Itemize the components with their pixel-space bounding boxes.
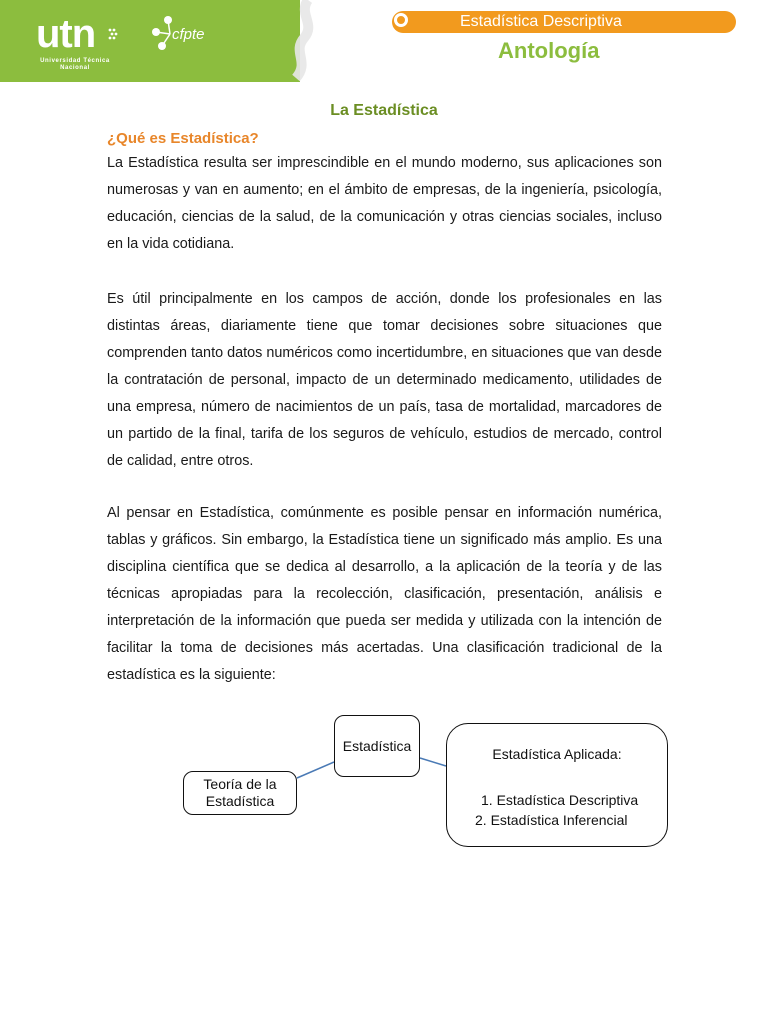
diagram-right-item: 2. Estadística Inferencial — [475, 812, 628, 828]
cfpte-logo-word: cfpte — [172, 26, 205, 43]
utn-logo-word: utn — [36, 12, 96, 56]
paragraph-3: Al pensar en Estadística, comúnmente es posible pensar en información numérica, tablas y gráficos. Sin embargo, la Estadística tiene un significado más amplio. Es una disciplina científica que se dedica al desarrollo, a la aplicación de la teoría y de las técnicas apropiadas para la recolección, clasificación, presentación, análisis e interpretación de la información que pueda ser medida y utilizada con la intención de facilitar la toma de decisiones más acertadas. Una clasificación tradicional de la estadística es la siguiente: — [107, 505, 662, 683]
utn-logo-subtitle: Universidad Técnica Nacional — [40, 58, 110, 71]
connector-root-left — [297, 762, 334, 778]
diagram-right-list — [475, 790, 638, 830]
utn-logo — [36, 10, 116, 76]
diagram-left-node — [183, 771, 297, 815]
section-heading: ¿Qué es Estadística? — [107, 130, 259, 147]
diagram-root-label: Estadística — [342, 738, 412, 754]
course-title: Estadística Descriptiva — [460, 13, 622, 30]
doc-type-label: Antología — [498, 38, 600, 63]
diagram-root-node — [334, 715, 420, 777]
paragraph-1: La Estadística resulta ser imprescindible en el mundo moderno, sus aplicaciones son numerosas y van en aumento; en el ámbito de empresas, de la ingeniería, psicología, educación, ciencias de la salud, de la comunicación y otras ciencias sociales, incluso en la vida cotidiana. — [107, 155, 662, 252]
header-banner — [0, 0, 768, 86]
diagram-left-label: Teoría de la Estadística — [203, 776, 277, 809]
header-wave-decoration — [250, 0, 390, 86]
diagram-right-title: Estadística Aplicada: — [492, 746, 622, 762]
paragraph-2: Es útil principalmente en los campos de acción, donde los profesionales en las distintas áreas, diariamente tiene que tomar decisiones sobre situaciones que comprenden tanto datos numéricos como incertidumbre, en situaciones que van desde la contratación de personal, impacto de un determinado medicamento, utilidades de una empresa, número de nacimientos de un país, tasa de mortalidad, marcadores de un partido de la final, tarifa de los seguros de vehículo, estudios de mercado, control de calidad, entre otros. — [107, 291, 662, 469]
cfpte-logo — [150, 14, 270, 74]
diagram-right-node — [446, 723, 668, 847]
utn-dots-icon — [108, 28, 120, 42]
title-bar-circle-icon — [394, 13, 408, 27]
diagram-right-item: 1. Estadística Descriptiva — [481, 792, 639, 808]
connector-root-right — [420, 758, 446, 766]
page-title: La Estadística — [330, 102, 438, 119]
